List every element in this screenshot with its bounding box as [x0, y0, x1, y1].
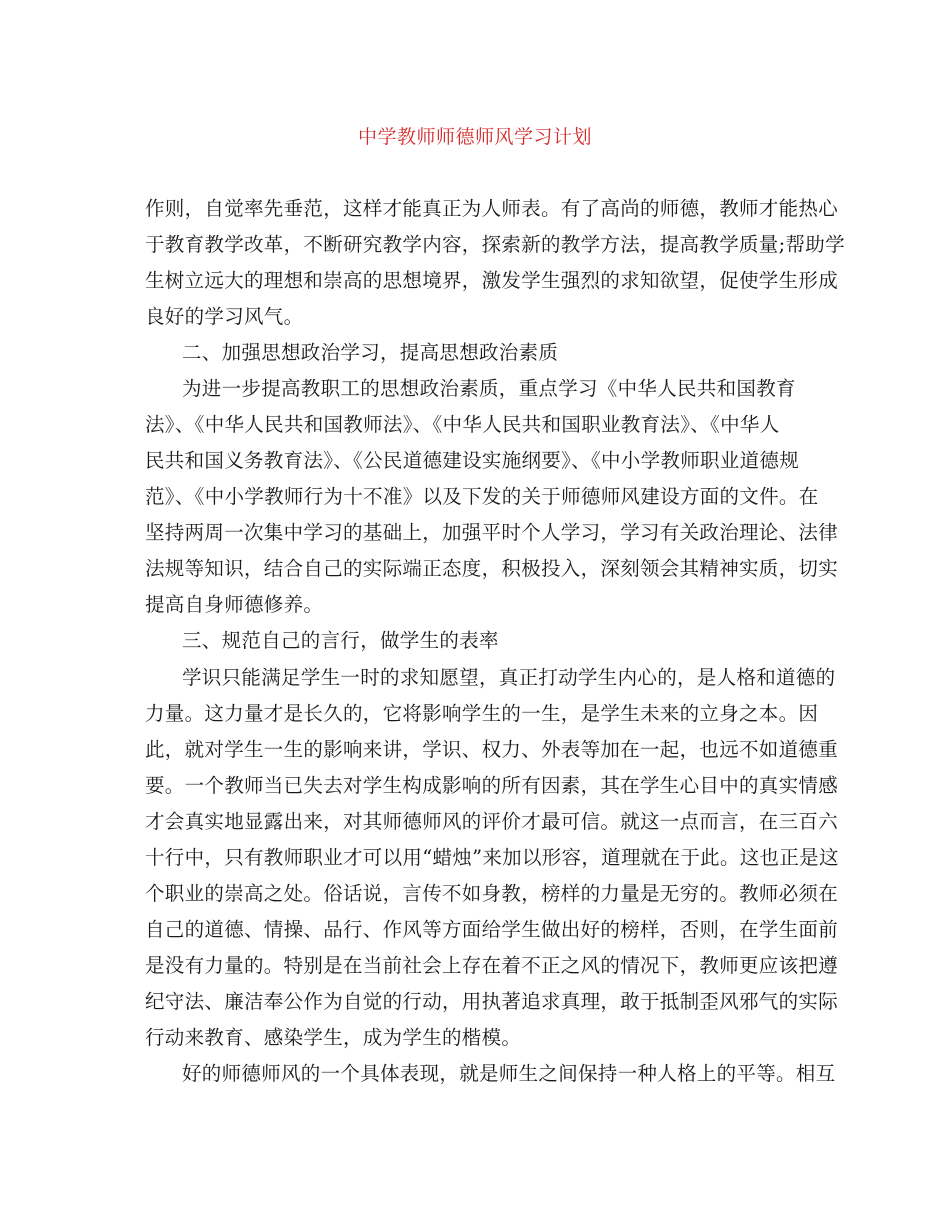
paragraph-line: 提高自身师德修养。: [145, 593, 324, 616]
paragraph-line: 十行中，只有教师职业才可以用“蜡烛”来加以形容，道理就在于此。这也正是这: [145, 846, 839, 869]
paragraph-line: 为进一步提高教职工的思想政治素质，重点学习《中华人民共和国教育: [182, 377, 796, 400]
paragraph-line: 个职业的崇高之处。俗话说，言传不如身教，榜样的力量是无穷的。教师必须在: [145, 882, 839, 905]
paragraph-line: 法规等知识，结合自己的实际端正态度，积极投入，深刻领会其精神实质，切实: [145, 557, 839, 580]
paragraph-line: 才会真实地显露出来，对其师德师风的评价才最可信。就这一点而言，在三百六: [145, 810, 839, 833]
paragraph-line: 是没有力量的。特别是在当前社会上存在着不正之风的情况下，教师更应该把遵: [145, 954, 839, 977]
paragraph-line: 法》、《中华人民共和国教师法》、《中华人民共和国职业教育法》、《中华人: [145, 413, 780, 436]
paragraph-line: 范》、《中小学教师行为十不准》以及下发的关于师德师风建设方面的文件。在: [145, 485, 819, 508]
paragraph-line: 生树立远大的理想和崇高的思想境界，激发学生强烈的求知欲望，促使学生形成: [145, 269, 839, 292]
paragraph-line: 民共和国义务教育法》、《公民道德建设实施纲要》、《中小学教师职业道德规: [145, 449, 800, 472]
paragraph-line: 此，就对学生一生的影响来讲，学识、权力、外表等加在一起，也远不如道德重: [145, 738, 839, 761]
paragraph-line: 学识只能满足学生一时的求知愿望，真正打动学生内心的，是人格和道德的: [182, 666, 836, 689]
section-heading: 二、加强思想政治学习，提高思想政治素质: [182, 341, 559, 364]
paragraph-line: 好的师德师风的一个具体表现，就是师生之间保持一种人格上的平等。相互: [182, 1062, 836, 1085]
document-title: 中学教师师德师风学习计划: [357, 126, 592, 148]
paragraph-line: 坚持两周一次集中学习的基础上，加强平时个人学习，学习有关政治理论、法律: [145, 521, 839, 544]
paragraph-line: 自己的道德、情操、品行、作风等方面给学生做出好的榜样，否则，在学生面前: [145, 918, 839, 941]
paragraph-line: 要。一个教师当已失去对学生构成影响的所有因素，其在学生心目中的真实情感: [145, 774, 839, 797]
paragraph-line: 良好的学习风气。: [145, 305, 304, 328]
paragraph-line: 纪守法、廉洁奉公作为自觉的行动，用执著追求真理，敢于抵制歪风邪气的实际: [145, 990, 839, 1013]
paragraph-line: 于教育教学改革，不断研究教学内容，探索新的教学方法，提高教学质量;帮助学: [145, 233, 845, 256]
section-heading: 三、规范自己的言行，做学生的表率: [182, 629, 499, 652]
paragraph-line: 行动来教育、感染学生，成为学生的楷模。: [145, 1026, 522, 1049]
paragraph-line: 力量。这力量才是长久的，它将影响学生的一生，是学生未来的立身之本。因: [145, 702, 819, 725]
paragraph-line: 作则，自觉率先垂范，这样才能真正为人师表。有了高尚的师德，教师才能热心: [145, 197, 839, 220]
